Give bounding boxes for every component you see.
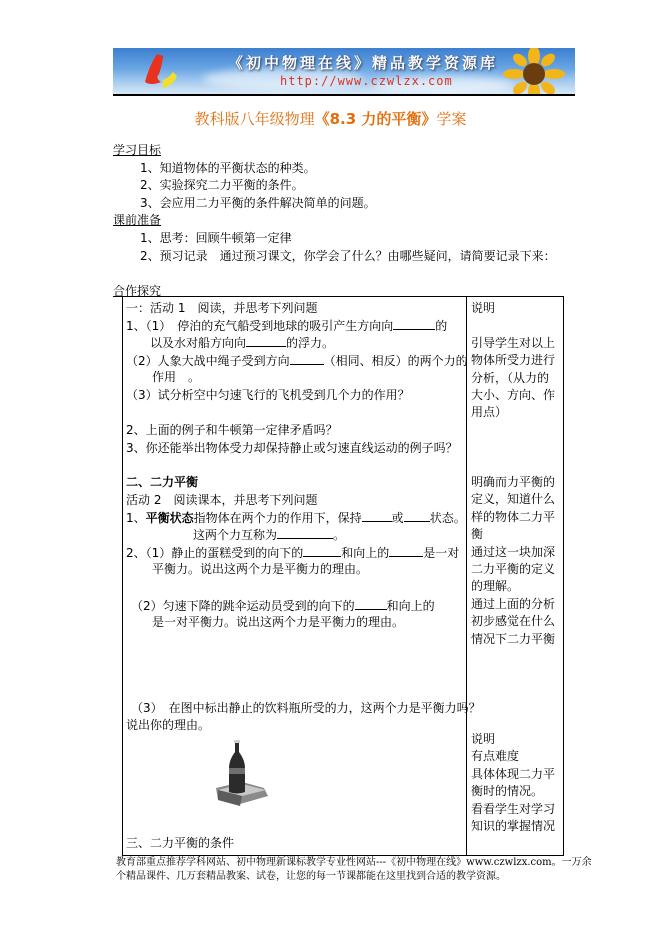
site-banner (113, 48, 575, 94)
note-line: 通过上面的分析 (471, 596, 556, 611)
activity-2: 活动 2 阅读课本，并思考下列问题 (126, 493, 318, 507)
definition-1-cont: 这两个力互称为 。 (193, 528, 346, 542)
explore-heading: 合作探究 (113, 284, 162, 298)
question-1a-cont: 以及水对船方向向 的浮力。 (150, 336, 335, 350)
footer-line-1: 教育部重点推荐学科网站、初中物理新课标教学专业性网站---《初中物理在线》www.czwlzx.com。一万余 (116, 857, 592, 868)
note-line: 大小、方向、作 (471, 388, 556, 402)
example-3-cont: 说出你的理由。 (126, 718, 211, 732)
banner-title: 《初中物理在线》精品教学资源库 (228, 54, 499, 72)
bottle-on-table-image (212, 738, 272, 808)
note-line: 物体所受力进行 (471, 353, 556, 368)
note-line: 初步感觉在什么 (471, 614, 556, 629)
goal-item: 3、会应用二力平衡的条件解决简单的问题。 (140, 196, 376, 210)
prep-heading: 课前准备 (113, 213, 162, 227)
example-3: （3） 在图中标出静止的饮料瓶所受的力，这两个力是平衡力吗？ (131, 701, 481, 715)
question-1a: 1、（1） 停泊的充气船受到地球的吸引产生方向向 的 (126, 319, 448, 333)
question-3: 3、你还能举出物体受力却保持静止或匀速直线运动的例子吗？ (126, 441, 458, 455)
note-line: 看看学生对学习 (471, 801, 556, 816)
note-line: 衡时的情况。 (471, 784, 544, 799)
example-2: （2）匀速下降的跳伞运动员受到的向下的 和向上的 (131, 599, 435, 613)
goal-item: 1、知道物体的平衡状态的种类。 (140, 161, 316, 175)
note-line: 有点难度 (471, 749, 520, 764)
activity-1: 一：活动 1 阅读，并思考下列问题 (126, 301, 318, 315)
prep-item: 2、预习记录 通过预习课文，你学会了什么？由哪些疑问，请简要记录下来： (140, 249, 556, 263)
note-line: 情况下二力平衡 (471, 631, 556, 646)
section-3-heading: 三、二力平衡的条件 (126, 836, 235, 850)
note-line: 的理解。 (471, 579, 520, 594)
question-2: 2、上面的例子和牛顿第一定律矛盾吗？ (126, 423, 338, 437)
note-line: 分析，（从力的 (471, 370, 550, 385)
note-line: 说明 (471, 301, 496, 315)
question-1c: （3）试分析空中匀速飞行的飞机受到几个力的作用？ (126, 388, 410, 402)
goal-item: 2、实验探究二力平衡的条件。 (140, 178, 304, 192)
example-1-cont: 平衡力。说出这两个力是平衡力的理由。 (152, 562, 369, 576)
example-1: 2、（1）静止的蛋糕受到的向下的 和向上的 是一对 (126, 546, 460, 560)
note-line: 知识的掌握情况 (471, 819, 556, 833)
note-line: 说明 (471, 732, 496, 746)
section-2-heading: 二、二力平衡 (126, 475, 199, 489)
note-line: 引导学生对以上 (471, 335, 556, 350)
page-title (0, 108, 661, 129)
title-suffix: 学案 (436, 110, 467, 128)
logo-icon (133, 48, 183, 94)
question-1b: （2）人象大战中绳子受到方向 （相同、相反）的两个力的 (126, 354, 468, 368)
table-column-divider (466, 296, 467, 856)
title-prefix: 教科版八年级物理 (194, 110, 315, 128)
footer-line-2: 个精品课件、几万套精品教案、试卷，让您的每一节课都能在这里找到合适的教学资源。 (116, 871, 506, 882)
definition-1: 1、平衡状态指物体在两个力的作用下，保持 或 状态。 (126, 511, 466, 525)
banner-url: http://www.czwlzx.com (280, 74, 453, 88)
example-2-cont: 是一对平衡力。说出这两个力是平衡力的理由。 (152, 615, 405, 629)
prep-item: 1、思考：回顾牛顿第一定律 (140, 231, 292, 245)
question-1b-cont: 作用 。 (152, 370, 201, 384)
note-line: 定义，知道什么 (471, 492, 556, 507)
note-line: 用点） (471, 405, 508, 420)
note-line: 样的物体二力平 (471, 509, 556, 524)
note-line: 具体体现二力平 (471, 766, 556, 781)
note-line: 明确而力平衡的 (471, 475, 556, 489)
title-lesson: 《8.3 力的平衡》 (314, 110, 437, 128)
goals-heading: 学习目标 (113, 143, 162, 157)
sunflower-icon (498, 48, 568, 94)
header-rule (113, 94, 575, 96)
note-line: 二力平衡的定义 (471, 562, 556, 576)
note-line: 通过这一块加深 (471, 544, 556, 559)
note-line: 衡 (471, 527, 484, 542)
